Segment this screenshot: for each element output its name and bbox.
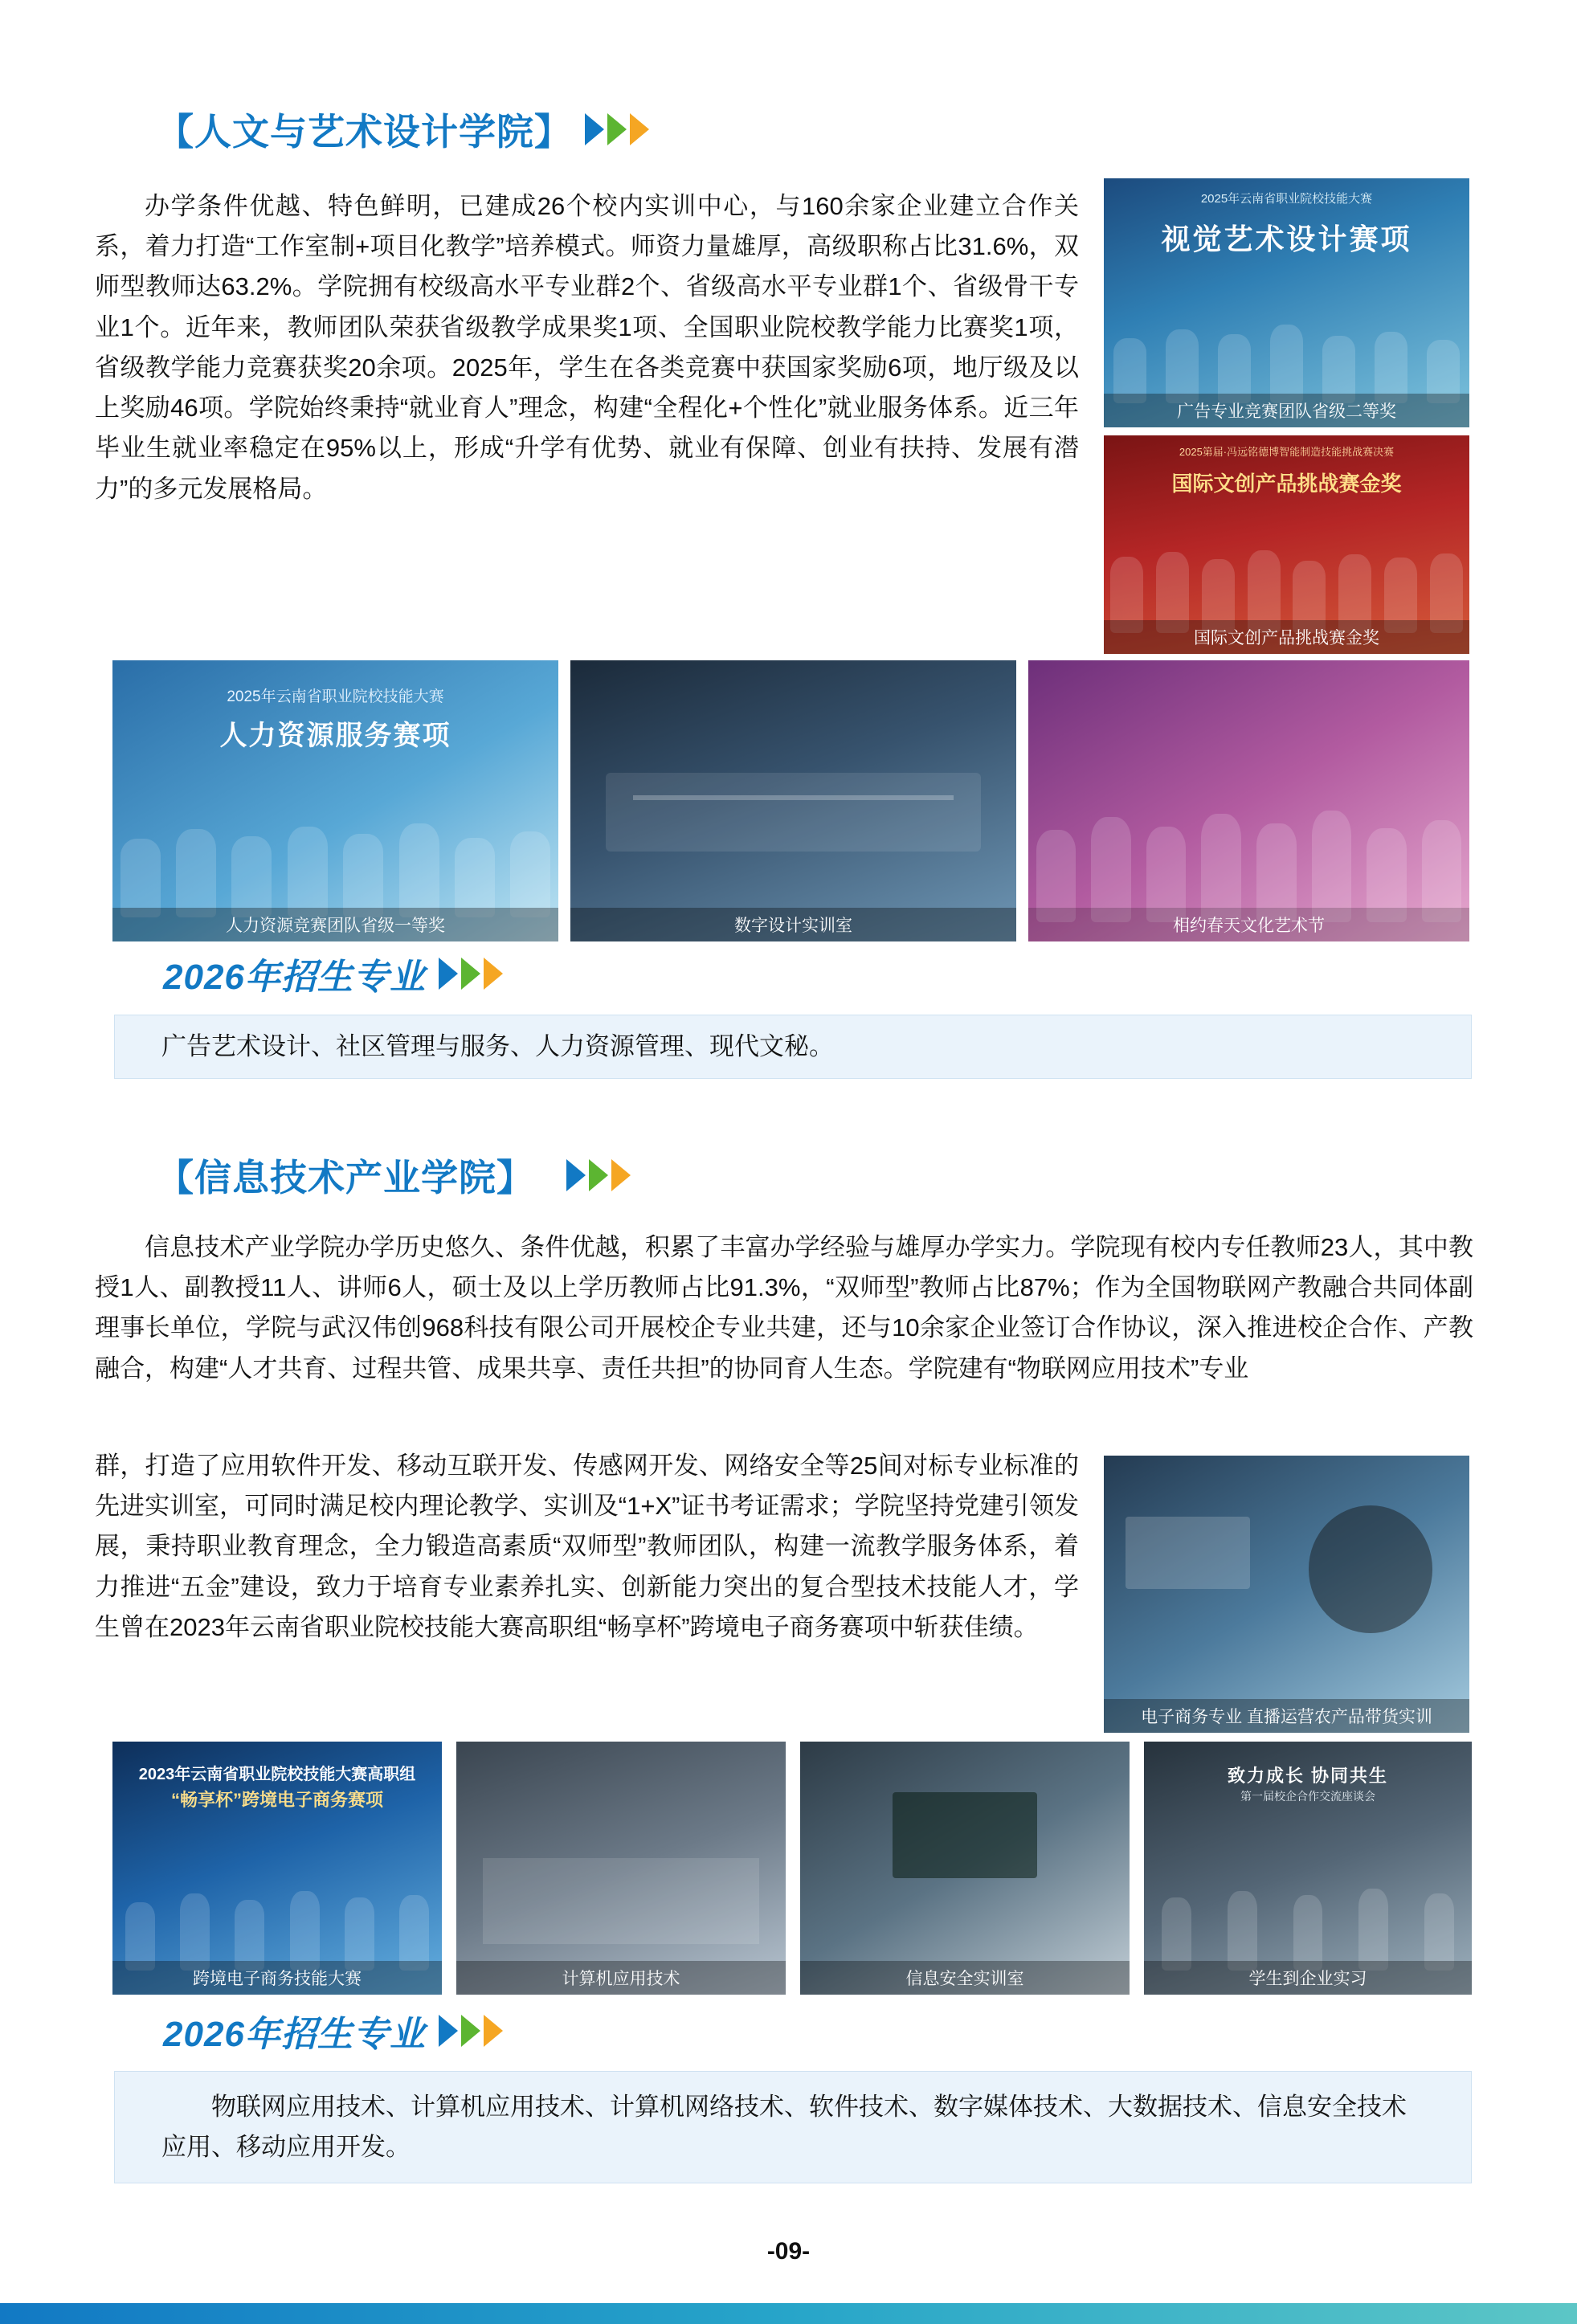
triangle-green-icon — [461, 958, 480, 990]
triangle-blue-icon — [439, 2015, 458, 2047]
section-body-it-continued: 群，打造了应用软件开发、移动互联开发、传感网开发、网络安全等25间对标专业标准的先进实训室，可同时满足校内理论教学、实训及“1+X”证书考证需求；学院坚持党建引领发展，秉持职业教育理念，全力锻造高素质“双师型”教师团队，构建一流教学服务体系，着力推进“五金”建设，致力于培育专业素养扎实、创新能力突出的复合型技术技能人才，学生曾在2023年云南省职业院校技能大赛高职组“畅享杯”跨境电子商务赛项中斩获佳绩。 — [95, 1452, 1079, 1641]
photo-people-silhouettes — [1028, 768, 1469, 923]
section-heading-it — [157, 1149, 631, 1202]
photo-people-silhouettes — [112, 1856, 442, 1971]
softbox-light-icon — [1309, 1505, 1433, 1633]
triangle-decoration-icon — [566, 1159, 631, 1191]
photo-overlay-sub: 2025第届·冯远铭德博智能制造技能挑战赛决赛 — [1179, 446, 1395, 458]
photo-overlay-sub: 第一届校企合作交流座谈会 — [1240, 1790, 1375, 1803]
photo-overlay-title: 2023年云南省职业院校技能大赛高职组 — [138, 1766, 416, 1783]
section-title: 【信息技术产业学院】 — [157, 1157, 534, 1199]
majors-box-it — [114, 2071, 1472, 2183]
triangle-decoration-icon — [439, 2015, 503, 2047]
photo-caption: 人力资源竞赛团队省级一等奖 — [112, 908, 558, 941]
photo-people-silhouettes — [112, 791, 558, 918]
majors-box-humanities — [114, 1015, 1472, 1079]
photo-people-silhouettes — [1104, 524, 1469, 633]
photo-caption: 电子商务专业 直播运营农产品带货实训 — [1104, 1699, 1469, 1733]
triangle-orange-icon — [484, 958, 503, 990]
triangle-blue-icon — [566, 1159, 586, 1191]
photo-information-security-lab — [800, 1742, 1130, 1995]
majors-heading-text: 2026年招生专业 — [163, 958, 426, 997]
majors-list-text: 广告艺术设计、社区管理与服务、人力资源管理、现代文秘。 — [161, 1032, 834, 1061]
triangle-orange-icon — [484, 2015, 503, 2047]
triangle-blue-icon — [439, 958, 458, 990]
page-number: -09- — [766, 2238, 811, 2265]
photo-overlay-title: 视觉艺术设计赛项 — [1161, 223, 1412, 255]
photo-overlay-sub: “畅享杯”跨境电子商务赛项 — [170, 1790, 383, 1810]
photo-cross-border-ecommerce-contest — [112, 1742, 442, 1995]
triangle-decoration-icon — [439, 958, 503, 990]
photo-overlay-sub: 2025年云南省职业院校技能大赛 — [227, 688, 444, 705]
photo-advertising-award — [1104, 178, 1469, 427]
photo-people-silhouettes — [1104, 292, 1469, 404]
triangle-green-icon — [589, 1159, 608, 1191]
section-body-it-top: 信息技术产业学院办学历史悠久、条件优越，积累了丰富办学经验与雄厚办学实力。学院现有校内专任教师23人，其中教授1人、副教授11人、讲师6人，硕士及以上学历教师占比91.3%，“双师型”教师占比87%；作为全国物联网产教融合共同体副理事长单位，学院与武汉伟创968科技有限公司开展校企专业共建，还与10余家企业签订合作协议，深入推进校企合作、产教融合，构建“人才共育、过程共管、成果共享、责任共担”的协同育人生态。学院建有“物联网应用技术”专业 — [95, 1233, 1473, 1383]
photo-caption: 学生到企业实习 — [1144, 1961, 1472, 1995]
photo-hr-competition-team — [112, 660, 558, 941]
triangle-blue-icon — [585, 113, 604, 145]
photo-people-silhouettes — [1144, 1856, 1472, 1971]
photo-caption: 国际文创产品挑战赛金奖 — [1104, 620, 1469, 654]
photo-caption: 广告专业竞赛团队省级二等奖 — [1104, 394, 1469, 427]
display-screen-icon — [893, 1792, 1037, 1878]
section-body-humanities: 办学条件优越、特色鲜明，已建成26个校内实训中心，与160余家企业建立合作关系，着力打造“工作室制+项目化教学”培养模式。师资力量雄厚，高级职称占比31.6%，双师型教师达63.2%。学院拥有校级高水平专业群2个、省级高水平专业群1个、省级骨干专业1个。近年来，教师团队荣获省级教学成果奖1项、全国职业院校教学能力比赛奖1项，省级教学能力竞赛获奖20余项。2025年，学生在各类竞赛中获国家奖励6项，地厅级及以上奖励46项。学院始终秉持“就业育人”理念，构建“全程化+个性化”就业服务体系。近三年毕业生就业率稳定在95%以上，形成“升学有优势、就业有保障、创业有扶持、发展有潜力”的多元发展格局。 — [95, 192, 1079, 503]
photo-overlay-title: 人力资源服务赛项 — [219, 721, 451, 751]
photo-caption: 计算机应用技术 — [456, 1961, 786, 1995]
footer-color-bar — [0, 2303, 1577, 2324]
section-title: 【人文与艺术设计学院】 — [157, 111, 572, 153]
photo-caption: 相约春天文化艺术节 — [1028, 908, 1469, 941]
triangle-orange-icon — [630, 113, 649, 145]
majors-heading-humanities — [163, 948, 503, 999]
majors-list-text: 物联网应用技术、计算机应用技术、计算机网络技术、软件技术、数字媒体技术、大数据技术、信息安全技术应用、移动应用开发。 — [161, 2093, 1407, 2161]
majors-heading-text: 2026年招生专业 — [163, 2015, 426, 2054]
photo-overlay-title: 致力成长 协同共生 — [1227, 1766, 1389, 1786]
majors-heading-it — [163, 2005, 503, 2056]
photo-computer-application-lab — [456, 1742, 786, 1995]
photo-caption: 跨境电子商务技能大赛 — [112, 1961, 442, 1995]
photo-overlay-title: 国际文创产品挑战赛金奖 — [1171, 472, 1402, 496]
triangle-decoration-icon — [585, 113, 649, 145]
triangle-green-icon — [461, 2015, 480, 2047]
photo-spring-culture-festival — [1028, 660, 1469, 941]
photo-caption: 数字设计实训室 — [570, 908, 1016, 941]
triangle-green-icon — [607, 113, 627, 145]
photo-digital-design-lab — [570, 660, 1016, 941]
photo-overlay-sub: 2025年云南省职业院校技能大赛 — [1200, 192, 1373, 206]
photo-caption: 信息安全实训室 — [800, 1961, 1130, 1995]
photo-student-internship — [1144, 1742, 1472, 1995]
section-heading-humanities — [157, 103, 649, 156]
photo-cultural-creative-award — [1104, 435, 1469, 654]
triangle-orange-icon — [611, 1159, 631, 1191]
photo-ecommerce-livestream — [1104, 1456, 1469, 1733]
